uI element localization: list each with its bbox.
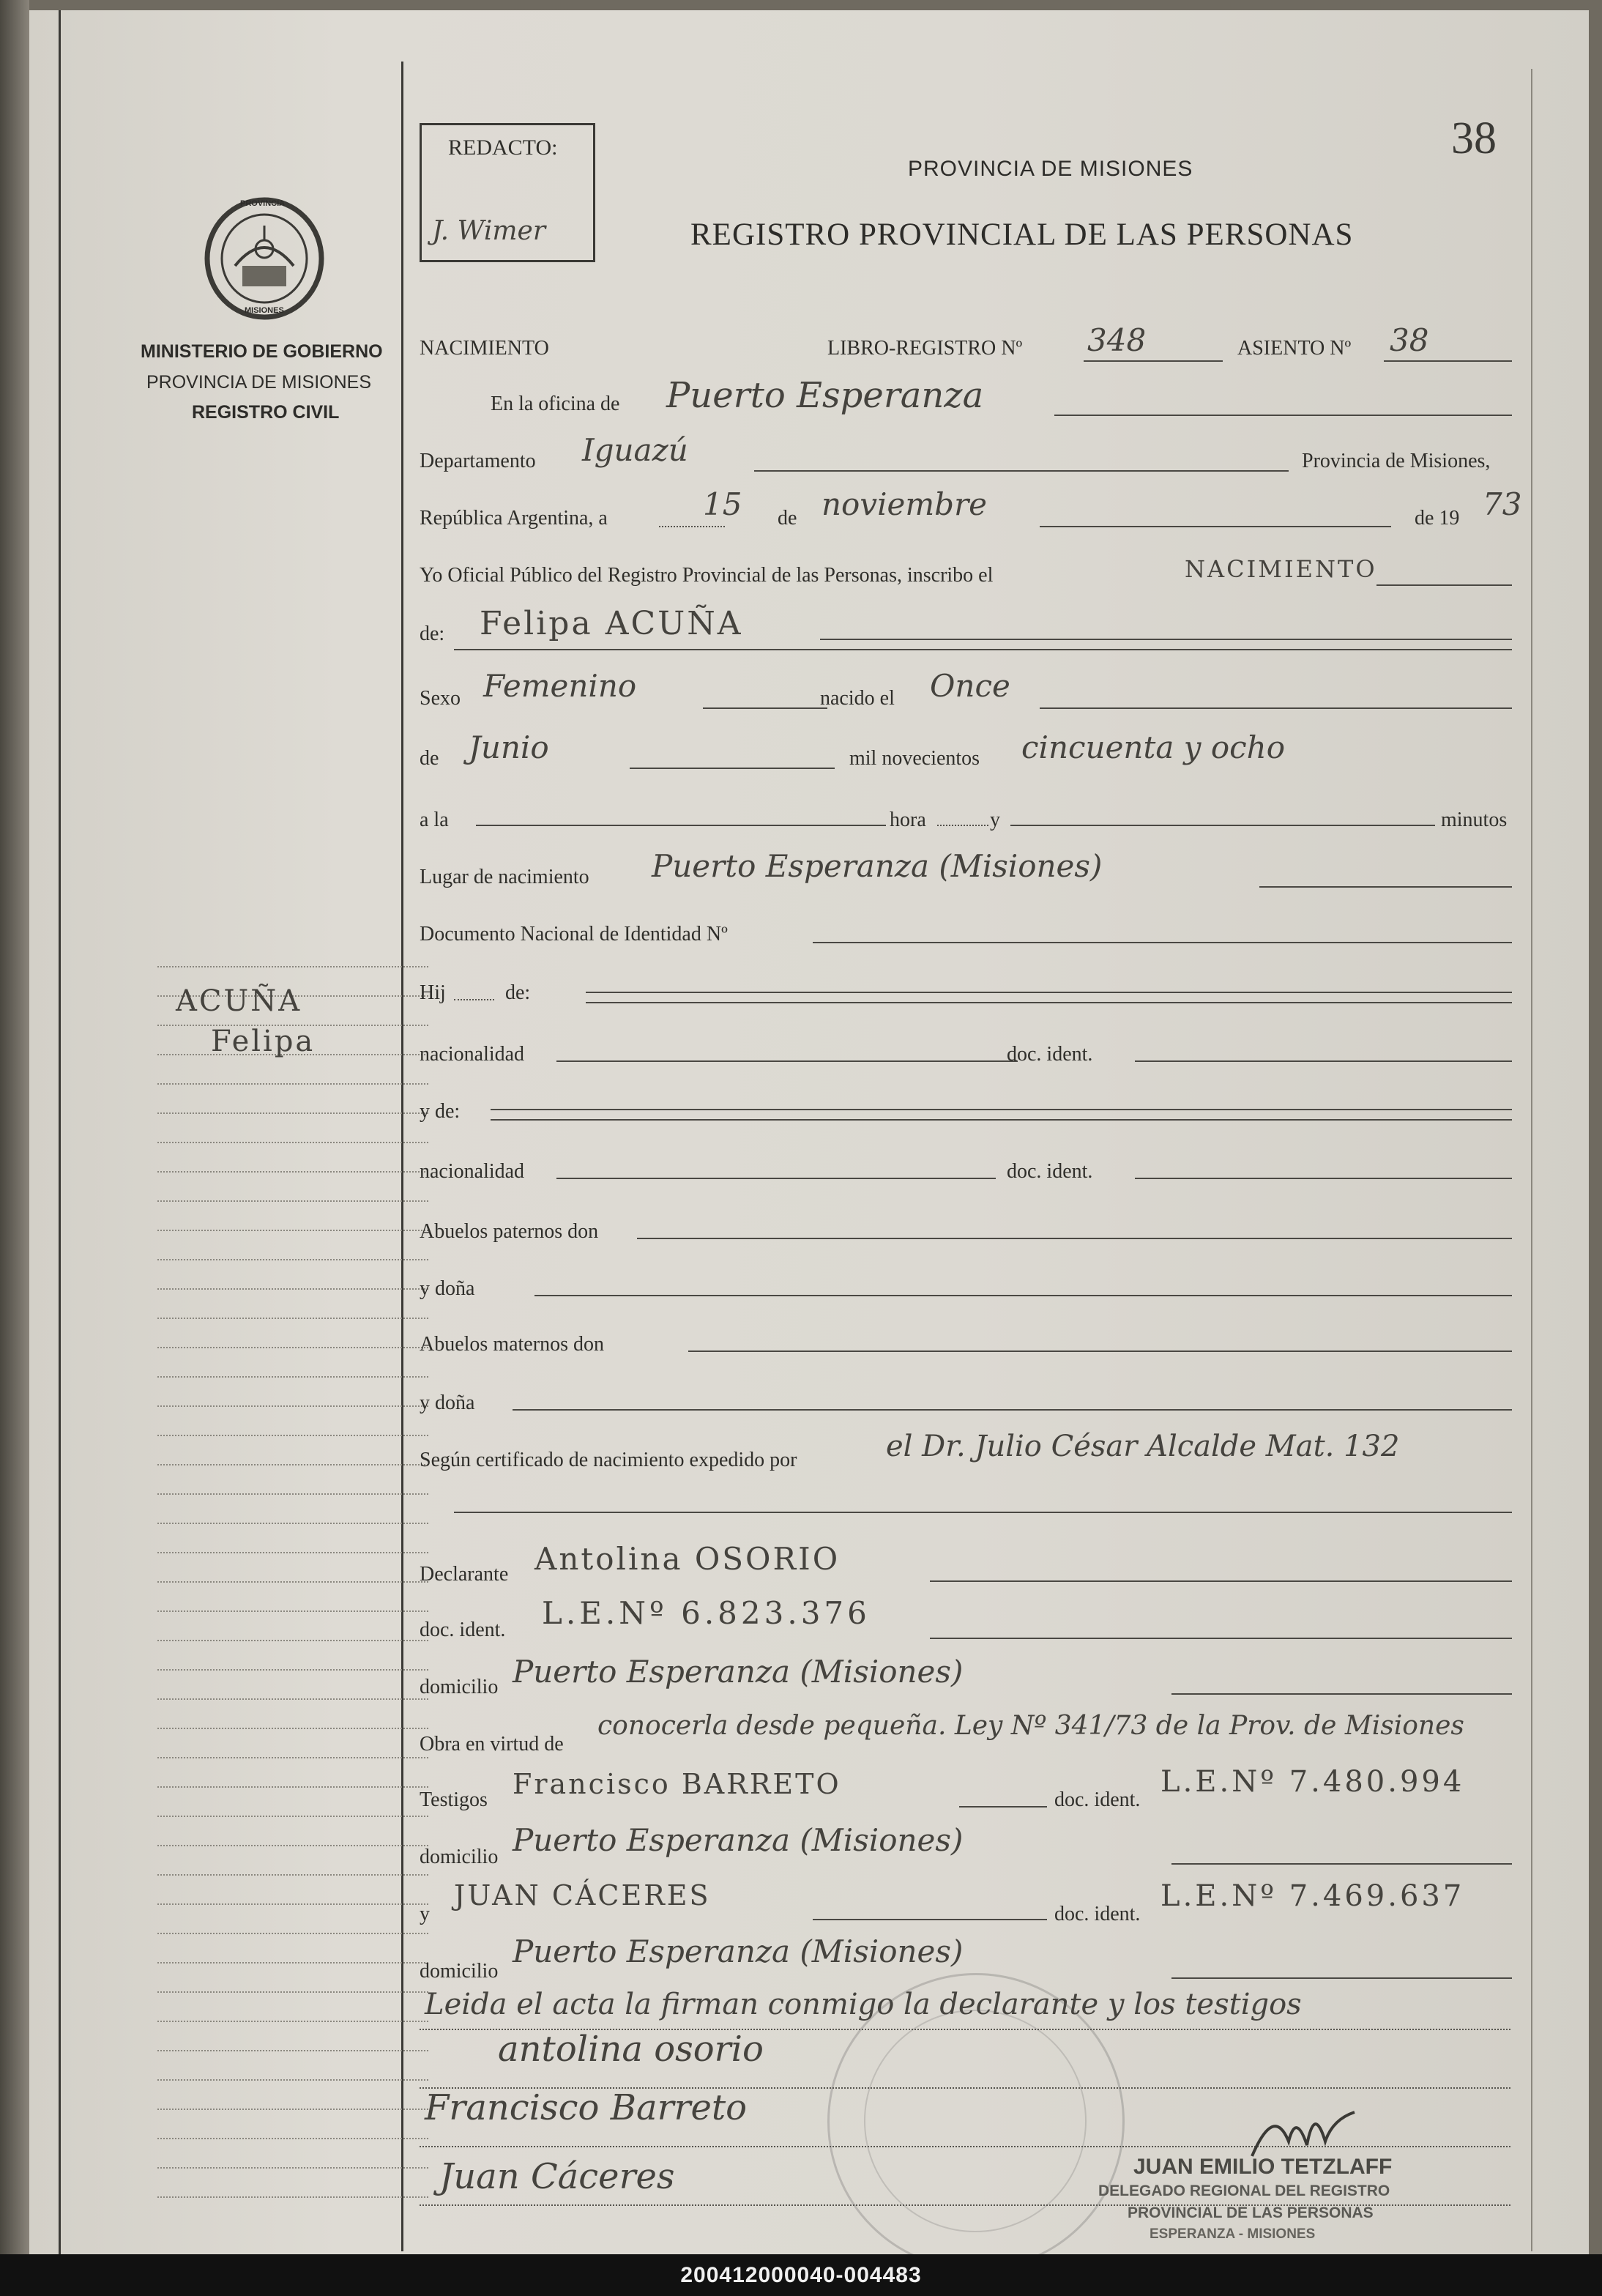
asiento-value: 38	[1390, 322, 1429, 358]
testigo1-doc-label: doc. ident.	[1054, 1788, 1141, 1811]
nacionalidad2-label: nacionalidad	[420, 1160, 525, 1183]
signature-testigo2: Juan Cáceres	[439, 2156, 675, 2197]
testigo2-value: JUAN CÁCERES	[454, 1879, 711, 1912]
nacido-value: Once	[930, 668, 1010, 704]
de-label: de	[778, 507, 797, 530]
person-value: Felipa ACUÑA	[480, 605, 743, 642]
de2-label: de	[420, 747, 439, 770]
sexo-value: Femenino	[483, 668, 637, 704]
official-stamp-line3: PROVINCIAL DE LAS PERSONAS	[1128, 2204, 1374, 2221]
birth-month-value: Junio	[469, 729, 549, 765]
signature-declarante: antolina osorio	[498, 2029, 764, 2070]
column-divider-main	[401, 62, 403, 2251]
hij-label: Hij	[420, 981, 446, 1004]
abuelos-maternos-label: Abuelos maternos don	[420, 1333, 604, 1356]
nacionalidad-label: nacionalidad	[420, 1043, 525, 1066]
sexo-label: Sexo	[420, 687, 461, 710]
provincia-label: Provincia de Misiones,	[1302, 450, 1491, 472]
doc-ident-label: doc. ident.	[1007, 1043, 1093, 1066]
province-seal	[202, 196, 327, 321]
column-divider-left	[59, 10, 61, 2254]
ministry-line1: MINISTERIO DE GOBIERNO	[141, 341, 383, 362]
margin-note-surname: ACUÑA	[176, 984, 302, 1018]
segun-value: el Dr. Julio César Alcalde Mat. 132	[886, 1430, 1400, 1463]
obra-value: conocerla desde pequeña. Ley Nº 341/73 de la Prov. de Misiones	[597, 1711, 1464, 1741]
header-registry: REGISTRO PROVINCIAL DE LAS PERSONAS	[690, 218, 1354, 252]
domicilio2-value: Puerto Esperanza (Misiones)	[513, 1822, 964, 1858]
obra-label: Obra en virtud de	[420, 1733, 564, 1756]
inscribo-label: Yo Oficial Público del Registro Provincial de las Personas, inscribo el	[420, 564, 994, 587]
testigo2-doc-label: doc. ident.	[1054, 1903, 1141, 1925]
seal-emblem-icon	[202, 196, 327, 321]
testigo1-doc-value: L.E.Nº 7.480.994	[1160, 1765, 1465, 1799]
ydona2-label: y doña	[420, 1392, 475, 1414]
lugar-value: Puerto Esperanza (Misiones)	[652, 848, 1103, 884]
official-stamp-line2: DELEGADO REGIONAL DEL REGISTRO	[1098, 2182, 1390, 2199]
year-value: 73	[1483, 486, 1522, 522]
record-type-label: NACIMIENTO	[420, 337, 549, 360]
testigo2-doc-value: L.E.Nº 7.469.637	[1160, 1879, 1465, 1913]
testigo1-value: Francisco BARRETO	[513, 1768, 841, 1800]
column-divider-right	[1531, 69, 1532, 2251]
official-stamp-line4: ESPERANZA - MISIONES	[1150, 2226, 1316, 2242]
mil-value: cincuenta y ocho	[1021, 729, 1285, 765]
margin-note-name: Felipa	[211, 1025, 316, 1058]
leida-value: Leida el acta la firman conmigo la declarante y los testigos	[425, 1988, 1302, 2021]
de3-label: de:	[505, 981, 531, 1004]
month-value: noviembre	[822, 486, 987, 522]
declarante-label: Declarante	[420, 1563, 509, 1586]
y-label: y	[990, 809, 1000, 831]
hora-label: hora	[890, 809, 926, 831]
mil-label: mil novecientos	[849, 747, 980, 770]
redacto-signature: J. Wimer	[432, 216, 546, 246]
registry-page	[29, 10, 1589, 2254]
domicilio3-value: Puerto Esperanza (Misiones)	[513, 1933, 964, 1969]
testigos-label: Testigos	[420, 1788, 488, 1811]
domicilio-value: Puerto Esperanza (Misiones)	[513, 1654, 964, 1690]
domicilio3-label: domicilio	[420, 1960, 499, 1983]
oficina-label: En la oficina de	[491, 393, 620, 415]
seal-top-text: PROVINCIA	[240, 199, 286, 208]
minutos-label: minutos	[1441, 809, 1508, 831]
book-spine-edge	[0, 0, 29, 2296]
seal-bottom-text: MISIONES	[245, 306, 284, 315]
y2-label: y	[420, 1903, 430, 1925]
libro-label: LIBRO-REGISTRO Nº	[827, 337, 1023, 360]
ala-label: a la	[420, 809, 449, 831]
domicilio2-label: domicilio	[420, 1846, 499, 1868]
ydona-label: y doña	[420, 1277, 475, 1300]
footer-id: 200412000040-004483	[0, 2254, 1602, 2296]
segun-label: Según certificado de nacimiento expedido por	[420, 1449, 797, 1471]
republica-label: República Argentina, a	[420, 507, 608, 530]
doc-value: L.E.Nº 6.823.376	[542, 1595, 871, 1631]
ministry-line2: PROVINCIA DE MISIONES	[146, 372, 372, 393]
libro-value: 348	[1087, 322, 1147, 358]
abuelos-paternos-label: Abuelos paternos don	[420, 1220, 599, 1243]
de-person-label: de:	[420, 623, 445, 645]
year-label: de 19	[1415, 507, 1460, 530]
signature-testigo1: Francisco Barreto	[425, 2087, 748, 2128]
doc-ident2-label: doc. ident.	[1007, 1160, 1093, 1183]
asiento-label: ASIENTO Nº	[1237, 337, 1352, 360]
redacto-label: REDACTO:	[448, 135, 558, 160]
departamento-label: Departamento	[420, 450, 536, 472]
nacido-label: nacido el	[820, 687, 895, 710]
header-province: PROVINCIA DE MISIONES	[908, 157, 1193, 181]
yde-label: y de:	[420, 1100, 461, 1123]
domicilio-label: domicilio	[420, 1676, 499, 1698]
official-round-seal-inner	[864, 2010, 1087, 2232]
page-number: 38	[1451, 114, 1497, 163]
day-value: 15	[703, 486, 742, 522]
doc-label: doc. ident.	[420, 1619, 506, 1641]
declarante-value: Antolina OSORIO	[534, 1541, 841, 1577]
departamento-value: Iguazú	[582, 432, 688, 468]
oficina-value: Puerto Esperanza	[666, 375, 984, 416]
official-stamp-line1: JUAN EMILIO TETZLAFF	[1133, 2155, 1393, 2179]
inscribo-value: NACIMIENTO	[1185, 555, 1377, 583]
lugar-label: Lugar de nacimiento	[420, 866, 589, 888]
dni-label: Documento Nacional de Identidad Nº	[420, 923, 728, 945]
ministry-line3: REGISTRO CIVIL	[192, 402, 340, 423]
redacto-box	[420, 123, 595, 262]
